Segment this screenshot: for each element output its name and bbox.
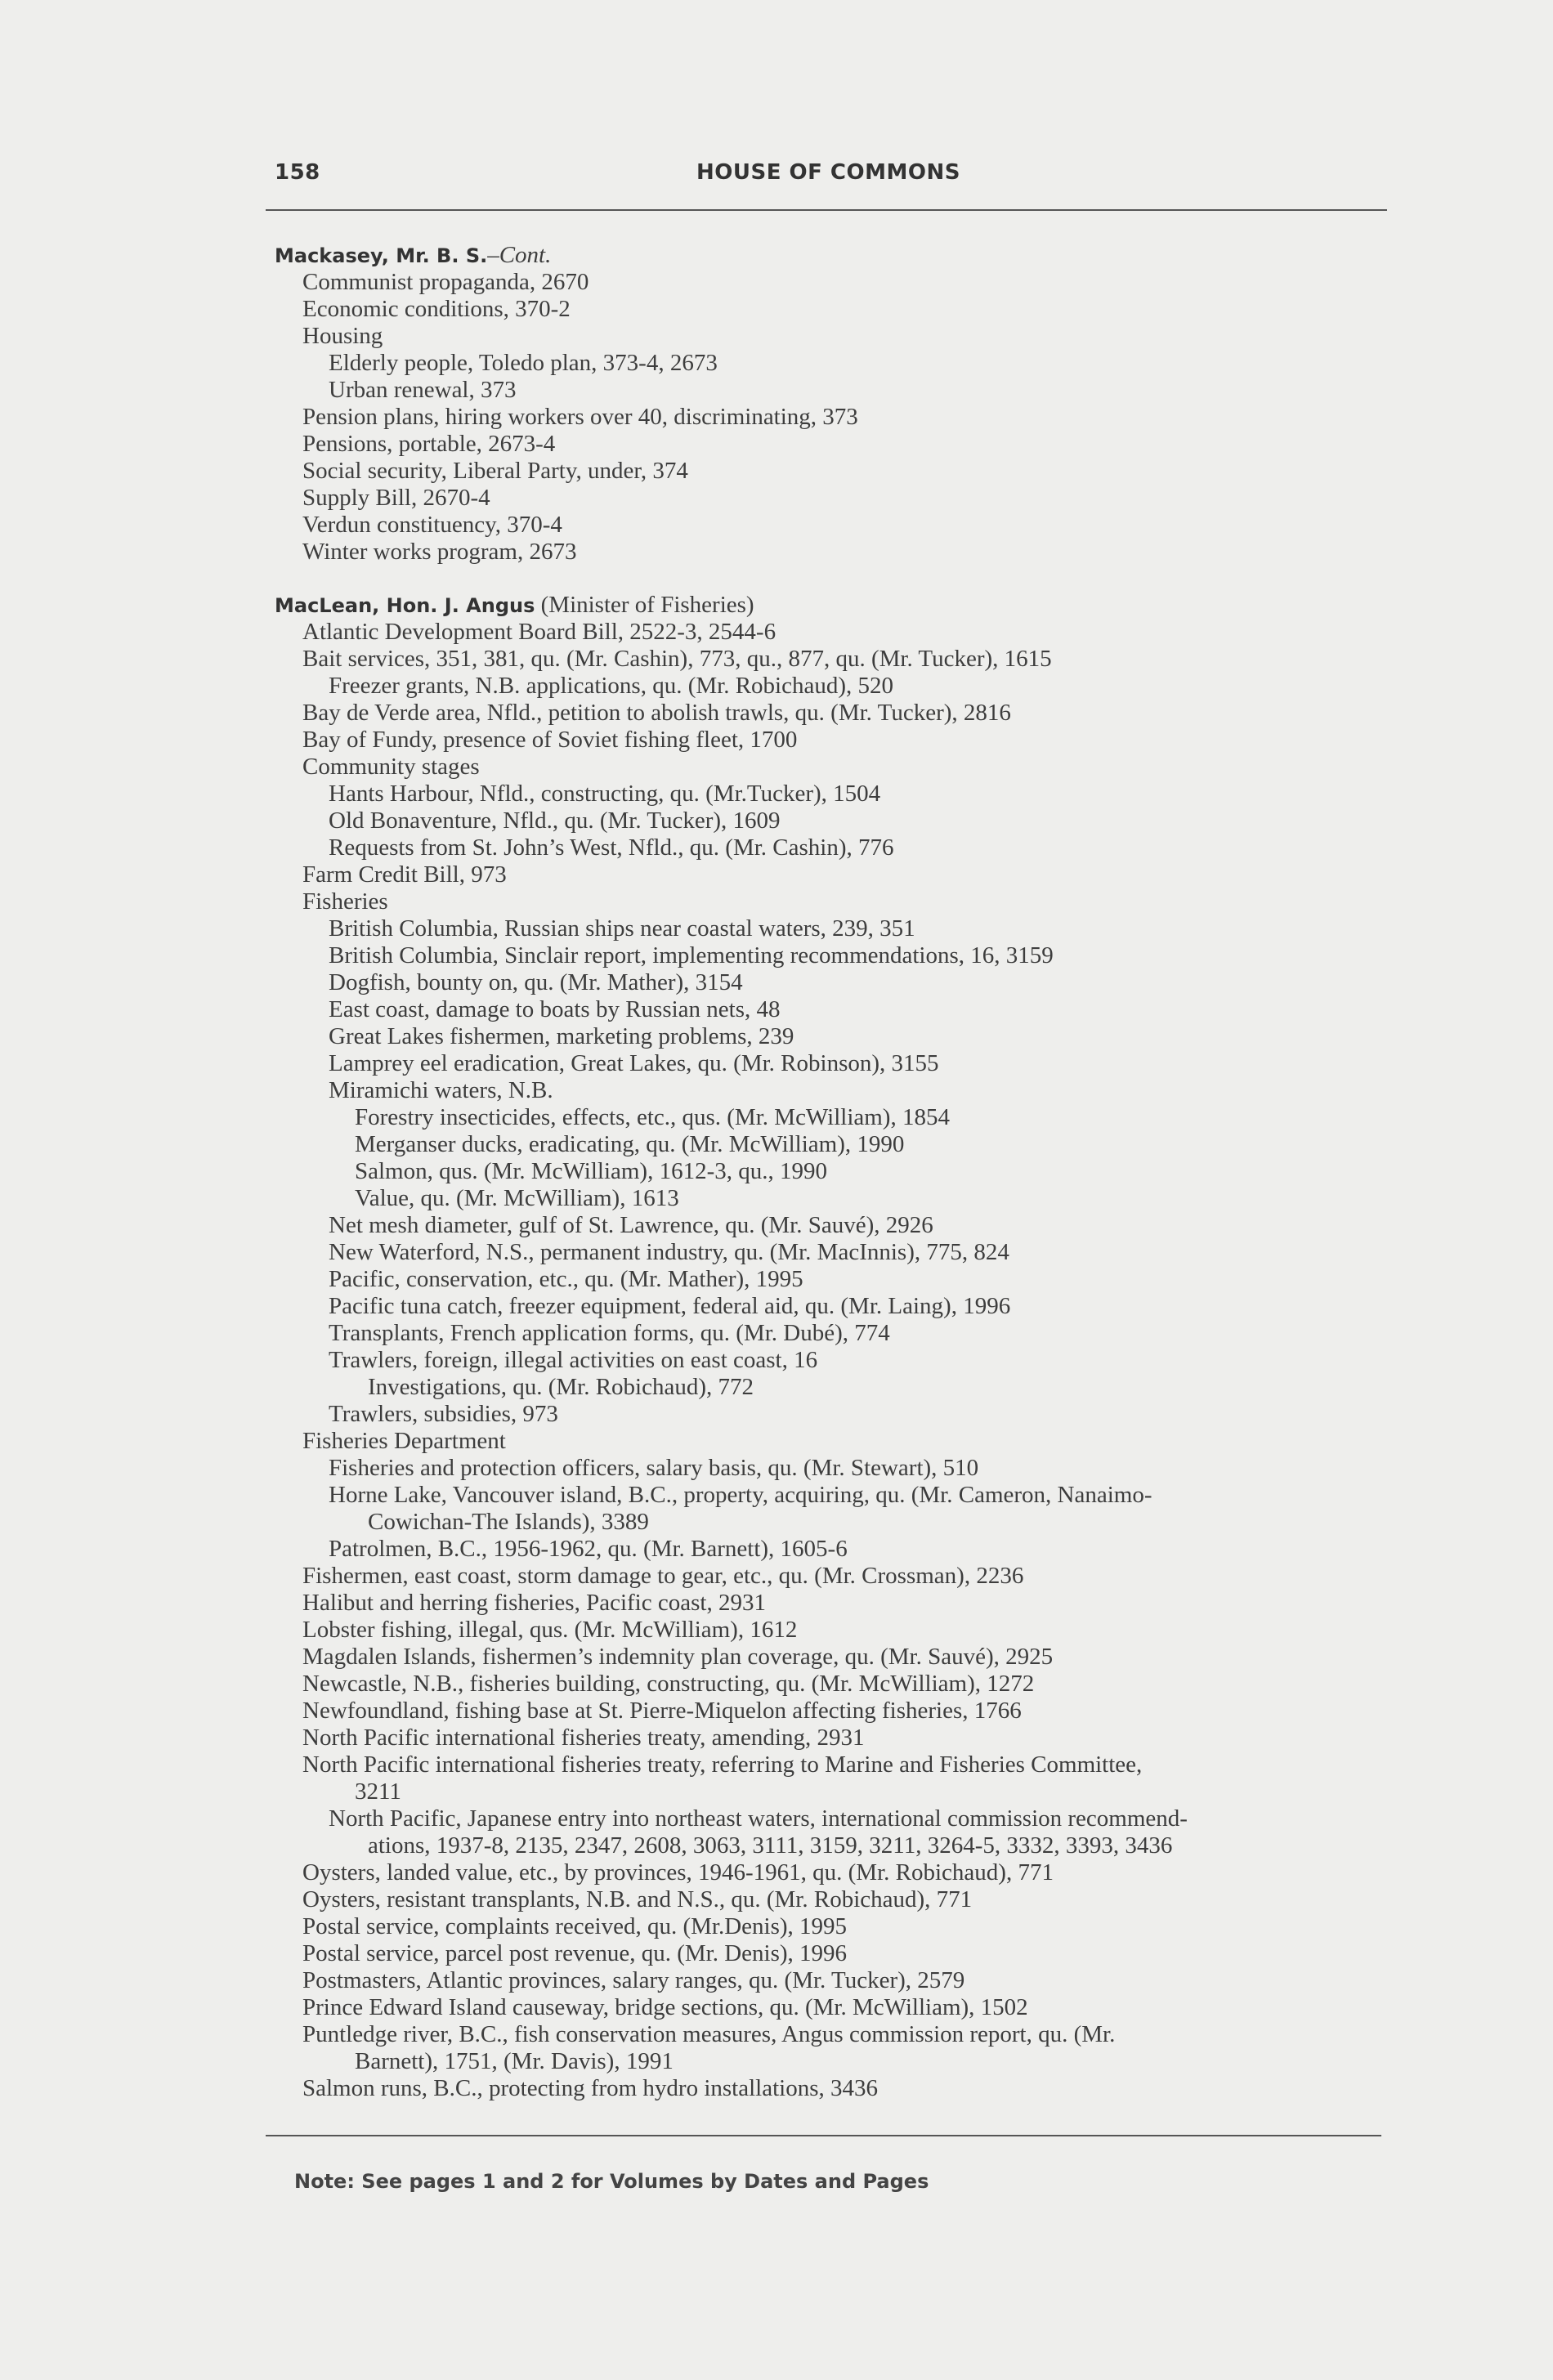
index-line: Fisheries (302, 888, 388, 915)
index-line: Great Lakes fishermen, marketing problems, 239 (329, 1023, 794, 1049)
index-line: Lamprey eel eradication, Great Lakes, qu. (Mr. Robinson), 3155 (329, 1050, 939, 1076)
member-name: Mackasey, Mr. B. S. (275, 244, 488, 267)
member-name: MacLean, Hon. J. Angus (275, 594, 535, 617)
index-line: Pacific, conservation, etc., qu. (Mr. Mather), 1995 (329, 1266, 803, 1292)
index-line: Economic conditions, 370-2 (302, 296, 571, 322)
index-line: Postmasters, Atlantic provinces, salary ranges, qu. (Mr. Tucker), 2579 (302, 1967, 965, 1993)
index-line: Cowichan-The Islands), 3389 (368, 1509, 649, 1535)
index-line: Hants Harbour, Nfld., constructing, qu. (Mr.Tucker), 1504 (329, 781, 881, 807)
index-line: Fisheries Department (302, 1428, 506, 1454)
index-line: Transplants, French application forms, qu. (Mr. Dubé), 774 (329, 1320, 890, 1346)
index-line: Investigations, qu. (Mr. Robichaud), 772 (368, 1374, 754, 1400)
index-line: Postal service, complaints received, qu. (Mr.Denis), 1995 (302, 1913, 848, 1939)
index-line: Horne Lake, Vancouver island, B.C., property, acquiring, qu. (Mr. Cameron, Nanaimo- (329, 1482, 1152, 1508)
index-line: Bait services, 351, 381, qu. (Mr. Cashin), 773, qu., 877, qu. (Mr. Tucker), 1615 (302, 646, 1052, 672)
index-line: New Waterford, N.S., permanent industry, qu. (Mr. MacInnis), 775, 824 (329, 1239, 1009, 1265)
index-line: Net mesh diameter, gulf of St. Lawrence, qu. (Mr. Sauvé), 2926 (329, 1212, 933, 1238)
index-line: ations, 1937-8, 2135, 2347, 2608, 3063, 3111, 3159, 3211, 3264-5, 3332, 3393, 3436 (368, 1832, 1173, 1859)
page-title: HOUSE OF COMMONS (696, 160, 960, 185)
index-line: Dogfish, bounty on, qu. (Mr. Mather), 3154 (329, 969, 743, 995)
index-line: Salmon runs, B.C., protecting from hydro installations, 3436 (302, 2075, 879, 2101)
index-line: Oysters, landed value, etc., by provinces, 1946-1961, qu. (Mr. Robichaud), 771 (302, 1859, 1054, 1886)
index-line: Magdalen Islands, fishermen’s indemnity plan coverage, qu. (Mr. Sauvé), 2925 (302, 1644, 1054, 1670)
index-line: Housing (302, 323, 383, 349)
index-line: Bay de Verde area, Nfld., petition to abolish trawls, qu. (Mr. Tucker), 2816 (302, 700, 1011, 726)
index-line: Pacific tuna catch, freezer equipment, federal aid, qu. (Mr. Laing), 1996 (329, 1293, 1011, 1319)
index-line: Verdun constituency, 370-4 (302, 512, 562, 538)
index-line: Newfoundland, fishing base at St. Pierre-Miquelon affecting fisheries, 1766 (302, 1698, 1022, 1724)
index-line: Pension plans, hiring workers over 40, discriminating, 373 (302, 404, 858, 430)
index-line: Community stages (302, 754, 480, 780)
index-line: East coast, damage to boats by Russian nets, 48 (329, 996, 781, 1022)
index-line: Farm Credit Bill, 973 (302, 861, 507, 888)
header-rule (266, 209, 1387, 211)
index-line: Elderly people, Toledo plan, 373-4, 2673 (329, 350, 718, 376)
index-line: Atlantic Development Board Bill, 2522-3, 2544-6 (302, 619, 776, 645)
footer-note: Note: See pages 1 and 2 for Volumes by Dates and Pages (294, 2170, 929, 2193)
entry-heading-mackasey (275, 242, 551, 270)
member-role: (Minister of Fisheries) (535, 592, 754, 618)
index-line: Prince Edward Island causeway, bridge sections, qu. (Mr. McWilliam), 1502 (302, 1994, 1028, 2020)
index-line: Urban renewal, 373 (329, 377, 517, 403)
index-line: North Pacific international fisheries treaty, amending, 2931 (302, 1725, 865, 1751)
index-line: Halibut and herring fisheries, Pacific coast, 2931 (302, 1590, 766, 1616)
index-line: Lobster fishing, illegal, qus. (Mr. McWilliam), 1612 (302, 1617, 798, 1643)
index-line: Trawlers, foreign, illegal activities on east coast, 16 (329, 1347, 818, 1373)
index-line: Winter works program, 2673 (302, 539, 577, 565)
index-line: North Pacific, Japanese entry into northeast waters, international commission recommend- (329, 1805, 1188, 1832)
index-line: Merganser ducks, eradicating, qu. (Mr. McWilliam), 1990 (355, 1131, 905, 1157)
footer-rule (266, 2135, 1381, 2136)
index-line: 3211 (355, 1778, 401, 1805)
index-line: British Columbia, Sinclair report, implementing recommendations, 16, 3159 (329, 942, 1054, 969)
cont-label: –Cont. (487, 242, 552, 268)
index-line: Social security, Liberal Party, under, 374 (302, 458, 688, 484)
index-line: Postal service, parcel post revenue, qu. (Mr. Denis), 1996 (302, 1940, 848, 1966)
page-number: 158 (275, 160, 320, 185)
index-line: Fisheries and protection officers, salary basis, qu. (Mr. Stewart), 510 (329, 1455, 979, 1481)
index-line: Trawlers, subsidies, 973 (329, 1401, 558, 1427)
index-line: North Pacific international fisheries treaty, referring to Marine and Fisheries Committee, (302, 1751, 1143, 1778)
index-line: Value, qu. (Mr. McWilliam), 1613 (355, 1185, 679, 1211)
index-line: Bay of Fundy, presence of Soviet fishing fleet, 1700 (302, 727, 798, 753)
index-line: Miramichi waters, N.B. (329, 1077, 553, 1103)
index-line: Salmon, qus. (Mr. McWilliam), 1612-3, qu., 1990 (355, 1158, 827, 1184)
index-line: Communist propaganda, 2670 (302, 269, 589, 295)
entry-heading-maclean (275, 592, 754, 620)
index-line: Barnett), 1751, (Mr. Davis), 1991 (355, 2048, 674, 2074)
index-line: Pensions, portable, 2673-4 (302, 431, 556, 457)
index-line: Newcastle, N.B., fisheries building, constructing, qu. (Mr. McWilliam), 1272 (302, 1671, 1035, 1697)
index-line: British Columbia, Russian ships near coastal waters, 239, 351 (329, 915, 915, 942)
index-line: Patrolmen, B.C., 1956-1962, qu. (Mr. Barnett), 1605-6 (329, 1536, 848, 1562)
index-line: Requests from St. John’s West, Nfld., qu. (Mr. Cashin), 776 (329, 834, 894, 861)
index-line: Puntledge river, B.C., fish conservation measures, Angus commission report, qu. (Mr. (302, 2021, 1116, 2047)
index-line: Supply Bill, 2670-4 (302, 485, 490, 511)
index-line: Fishermen, east coast, storm damage to gear, etc., qu. (Mr. Crossman), 2236 (302, 1563, 1024, 1589)
index-line: Oysters, resistant transplants, N.B. and N.S., qu. (Mr. Robichaud), 771 (302, 1886, 973, 1912)
index-line: Freezer grants, N.B. applications, qu. (Mr. Robichaud), 520 (329, 673, 894, 699)
index-line: Old Bonaventure, Nfld., qu. (Mr. Tucker), 1609 (329, 808, 781, 834)
index-line: Forestry insecticides, effects, etc., qus. (Mr. McWilliam), 1854 (355, 1104, 950, 1130)
